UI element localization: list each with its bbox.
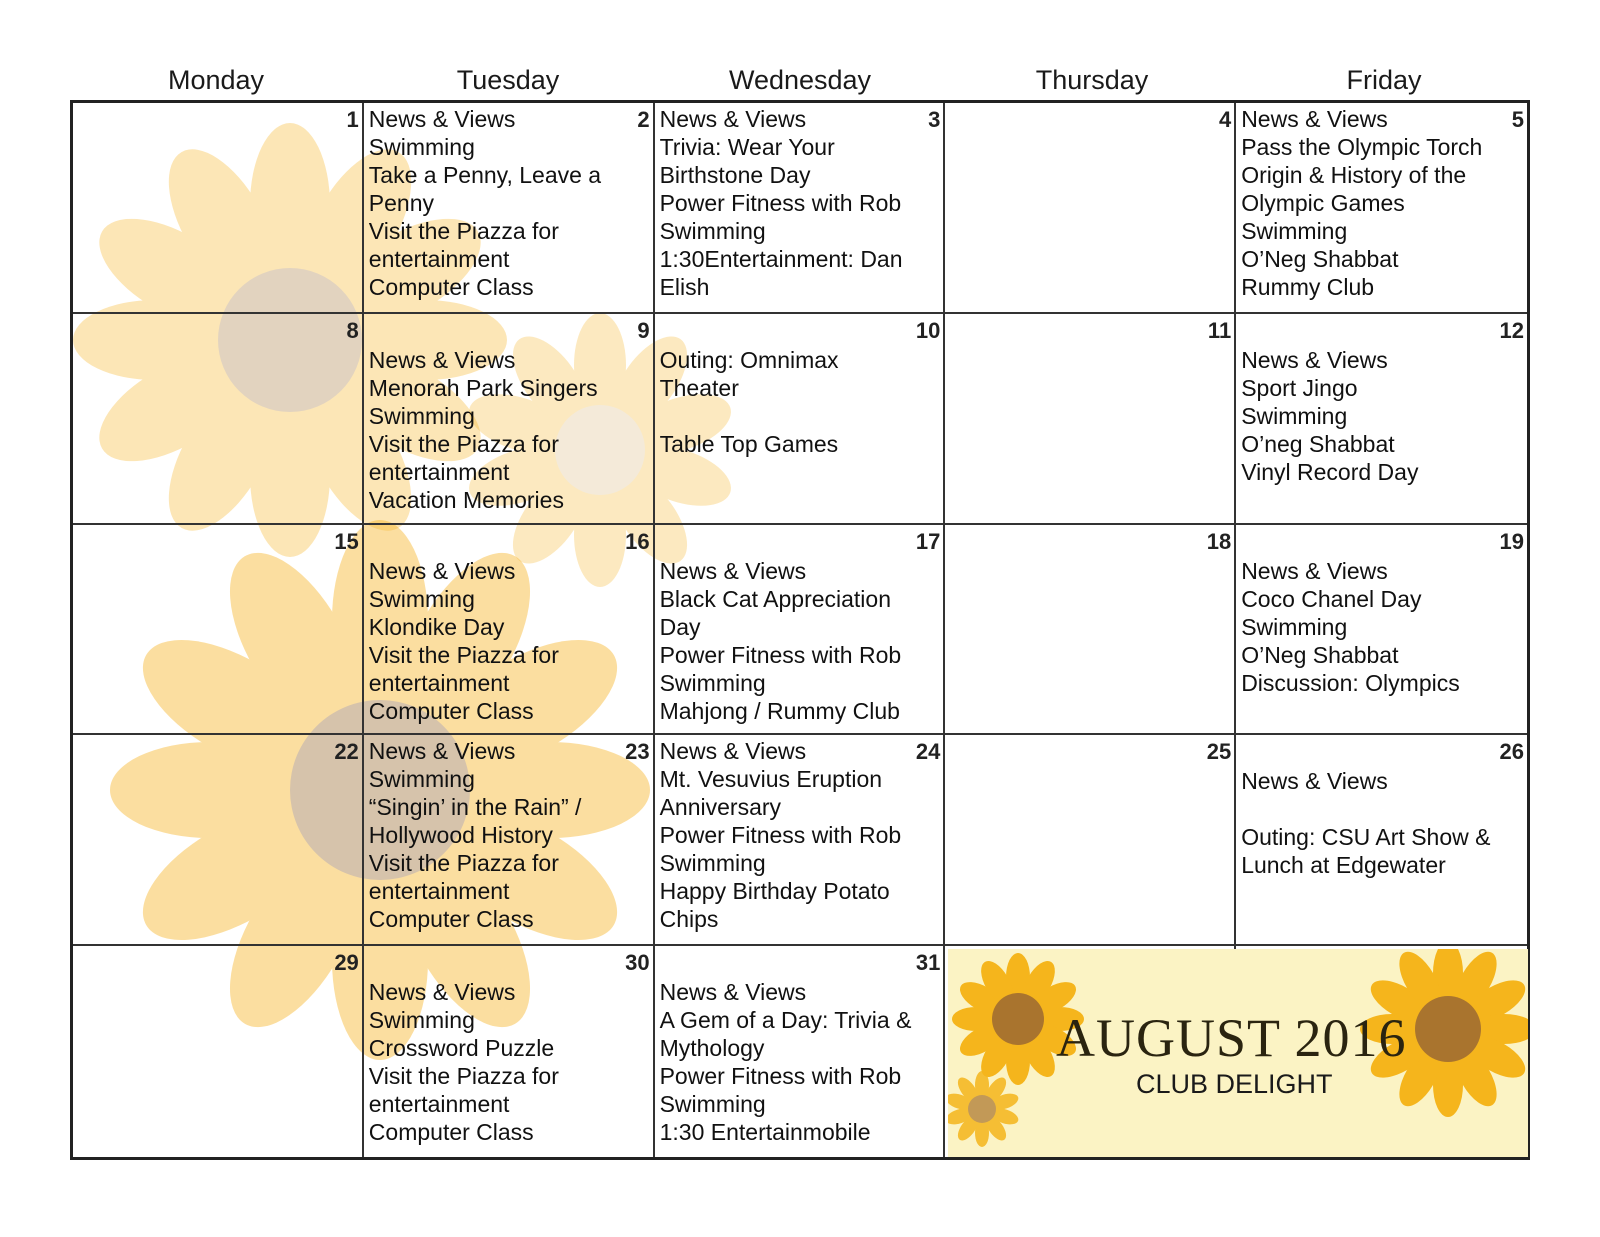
- day-cell: [73, 735, 364, 946]
- event: Black Cat Appreciation Day: [659, 585, 891, 640]
- day-cell: [945, 735, 1236, 946]
- day-cell: [655, 735, 946, 946]
- event: Pass the Olympic Torch: [1241, 134, 1483, 160]
- event: Mt. Vesuvius Eruption Anniversary: [659, 766, 883, 821]
- event: Computer Class: [368, 274, 534, 300]
- day-cell: [945, 525, 1236, 736]
- day-number: 9: [637, 317, 650, 343]
- day-number: 29: [334, 950, 359, 976]
- day-number: 4: [1218, 107, 1232, 132]
- day-cell: [364, 103, 655, 314]
- weekday-header-row: [70, 60, 1530, 100]
- event: Table Top Games: [659, 430, 839, 457]
- day-number: 2: [637, 107, 650, 132]
- event-list: [369, 557, 649, 725]
- event: Visit the Piazza for entertainment: [368, 641, 559, 696]
- event: News & Views: [368, 557, 516, 584]
- day-cell: [655, 946, 946, 1157]
- event: Discussion: Olympics: [1241, 669, 1460, 696]
- event: Swimming: [368, 1007, 475, 1034]
- event: O’Neg Shabbat: [1241, 246, 1399, 272]
- event: Visit the Piazza for entertainment: [368, 218, 559, 272]
- event: Coco Chanel Day: [1241, 585, 1422, 612]
- event: Computer Class: [368, 906, 534, 933]
- event: Trivia: Wear Your Birthstone Day: [659, 134, 835, 188]
- event-list: [1241, 346, 1523, 486]
- event-list: [1241, 557, 1523, 697]
- event-list: [369, 737, 649, 933]
- header-thursday: Thursday: [1035, 65, 1149, 95]
- event: Computer Class: [368, 1119, 534, 1146]
- day-number: 15: [334, 528, 359, 554]
- event: A Gem of a Day: Trivia & Mythology: [659, 1007, 912, 1062]
- event: Outing: Omnimax Theater: [659, 346, 839, 401]
- event-list: [369, 346, 649, 514]
- event: News & Views: [659, 738, 807, 765]
- event: Swimming: [659, 218, 766, 244]
- event-list: [369, 978, 649, 1146]
- day-cell: [73, 946, 364, 1157]
- event: Menorah Park Singers: [368, 374, 598, 401]
- event: O’Neg Shabbat: [1241, 641, 1399, 668]
- day-number: 18: [1206, 528, 1232, 554]
- event-list: [660, 346, 940, 458]
- event: Swimming: [1241, 613, 1348, 640]
- event: Power Fitness with Rob: [659, 822, 902, 849]
- day-number: 1: [346, 107, 359, 132]
- event-list: [1241, 767, 1523, 879]
- event: [1241, 795, 1497, 823]
- day-cell: [655, 314, 946, 525]
- event: News & Views: [368, 106, 516, 132]
- event: Klondike Day: [368, 613, 505, 640]
- event: Swimming: [368, 402, 475, 429]
- event: Swimming: [659, 1091, 766, 1118]
- event: News & Views: [1241, 768, 1388, 795]
- event-list: [1241, 105, 1523, 301]
- day-cell: [655, 103, 946, 314]
- event: Power Fitness with Rob: [659, 1063, 902, 1090]
- event: News & Views: [1241, 557, 1388, 584]
- header-friday: Friday: [1346, 65, 1422, 95]
- day-number: 30: [625, 950, 650, 976]
- event: News & Views: [1241, 106, 1388, 132]
- day-number: 22: [334, 739, 359, 765]
- month-banner: [948, 949, 1528, 1157]
- event-list: [660, 557, 940, 725]
- event: Happy Birthday Potato Chips: [659, 878, 890, 933]
- event: Vacation Memories: [368, 486, 564, 513]
- event: 1:30Entertainment: Dan Elish: [659, 246, 903, 300]
- event: Sport Jingo: [1241, 374, 1358, 401]
- day-cell: [1236, 314, 1527, 525]
- event: Crossword Puzzle: [368, 1035, 555, 1062]
- event: Power Fitness with Rob: [659, 641, 902, 668]
- event: News & Views: [368, 979, 516, 1006]
- day-number: 23: [625, 739, 650, 765]
- event: Visit the Piazza for entertainment: [368, 430, 559, 485]
- event: Swimming: [659, 669, 766, 696]
- event: News & Views: [659, 557, 807, 584]
- event: Swimming: [659, 850, 766, 877]
- event: News & Views: [659, 106, 807, 132]
- day-cell: [364, 735, 655, 946]
- day-cell: [945, 314, 1236, 525]
- event-list: [660, 737, 940, 933]
- event: Computer Class: [368, 697, 534, 724]
- day-number: 24: [915, 739, 941, 765]
- day-number: 11: [1207, 317, 1232, 343]
- event: Take a Penny, Leave a Penny: [368, 162, 602, 216]
- day-number: 31: [915, 950, 941, 976]
- day-number: 26: [1499, 739, 1524, 765]
- day-number: 16: [625, 528, 650, 554]
- day-number: 8: [346, 317, 359, 343]
- month-title: AUGUST 2016: [1056, 1008, 1407, 1068]
- event: Mahjong / Rummy Club: [659, 697, 900, 724]
- day-cell: [364, 946, 655, 1157]
- day-cell: [73, 314, 364, 525]
- header-wednesday: Wednesday: [728, 65, 872, 95]
- event: News & Views: [1241, 346, 1388, 373]
- event: Power Fitness with Rob: [659, 190, 902, 216]
- day-number: 5: [1511, 107, 1524, 132]
- day-cell: [364, 314, 655, 525]
- event-list: [660, 105, 940, 301]
- event: “Singin’ in the Rain” / Hollywood History: [368, 794, 582, 849]
- event: Swimming: [368, 134, 475, 160]
- day-cell: [1236, 525, 1527, 736]
- event: Swimming: [368, 766, 475, 793]
- event: News & Views: [659, 979, 807, 1006]
- event: Visit the Piazza for entertainment: [368, 850, 559, 905]
- event: Rummy Club: [1241, 274, 1375, 300]
- header-monday: Monday: [167, 65, 265, 95]
- event: News & Views: [368, 346, 516, 373]
- event: 1:30 Entertainmobile: [659, 1119, 871, 1146]
- club-name: CLUB DELIGHT: [1136, 1069, 1333, 1099]
- day-number: 10: [915, 317, 941, 343]
- event: Outing: CSU Art Show & Lunch at Edgewater: [1241, 824, 1491, 879]
- day-cell: [945, 103, 1236, 314]
- event: [660, 402, 914, 430]
- day-cell: [1236, 735, 1527, 946]
- day-cell: [1236, 103, 1527, 314]
- event: Swimming: [368, 585, 475, 612]
- day-cell: [655, 525, 946, 736]
- day-number: 25: [1206, 739, 1232, 765]
- event: O’neg Shabbat: [1241, 430, 1395, 457]
- header-tuesday: Tuesday: [456, 65, 560, 95]
- day-number: 17: [915, 528, 941, 554]
- event: News & Views: [368, 738, 516, 765]
- day-cell: [73, 103, 364, 314]
- event: Origin & History of the Olympic Games: [1241, 162, 1467, 216]
- event: Swimming: [1241, 218, 1348, 244]
- event: Visit the Piazza for entertainment: [368, 1063, 559, 1118]
- day-number: 19: [1499, 528, 1524, 554]
- event: Swimming: [1241, 402, 1348, 429]
- event-list: [369, 105, 649, 301]
- event-list: [660, 978, 940, 1146]
- day-number: 12: [1499, 317, 1524, 343]
- day-number: 3: [928, 107, 941, 132]
- event: Vinyl Record Day: [1241, 458, 1419, 485]
- day-cell: [364, 525, 655, 736]
- day-cell: [73, 525, 364, 736]
